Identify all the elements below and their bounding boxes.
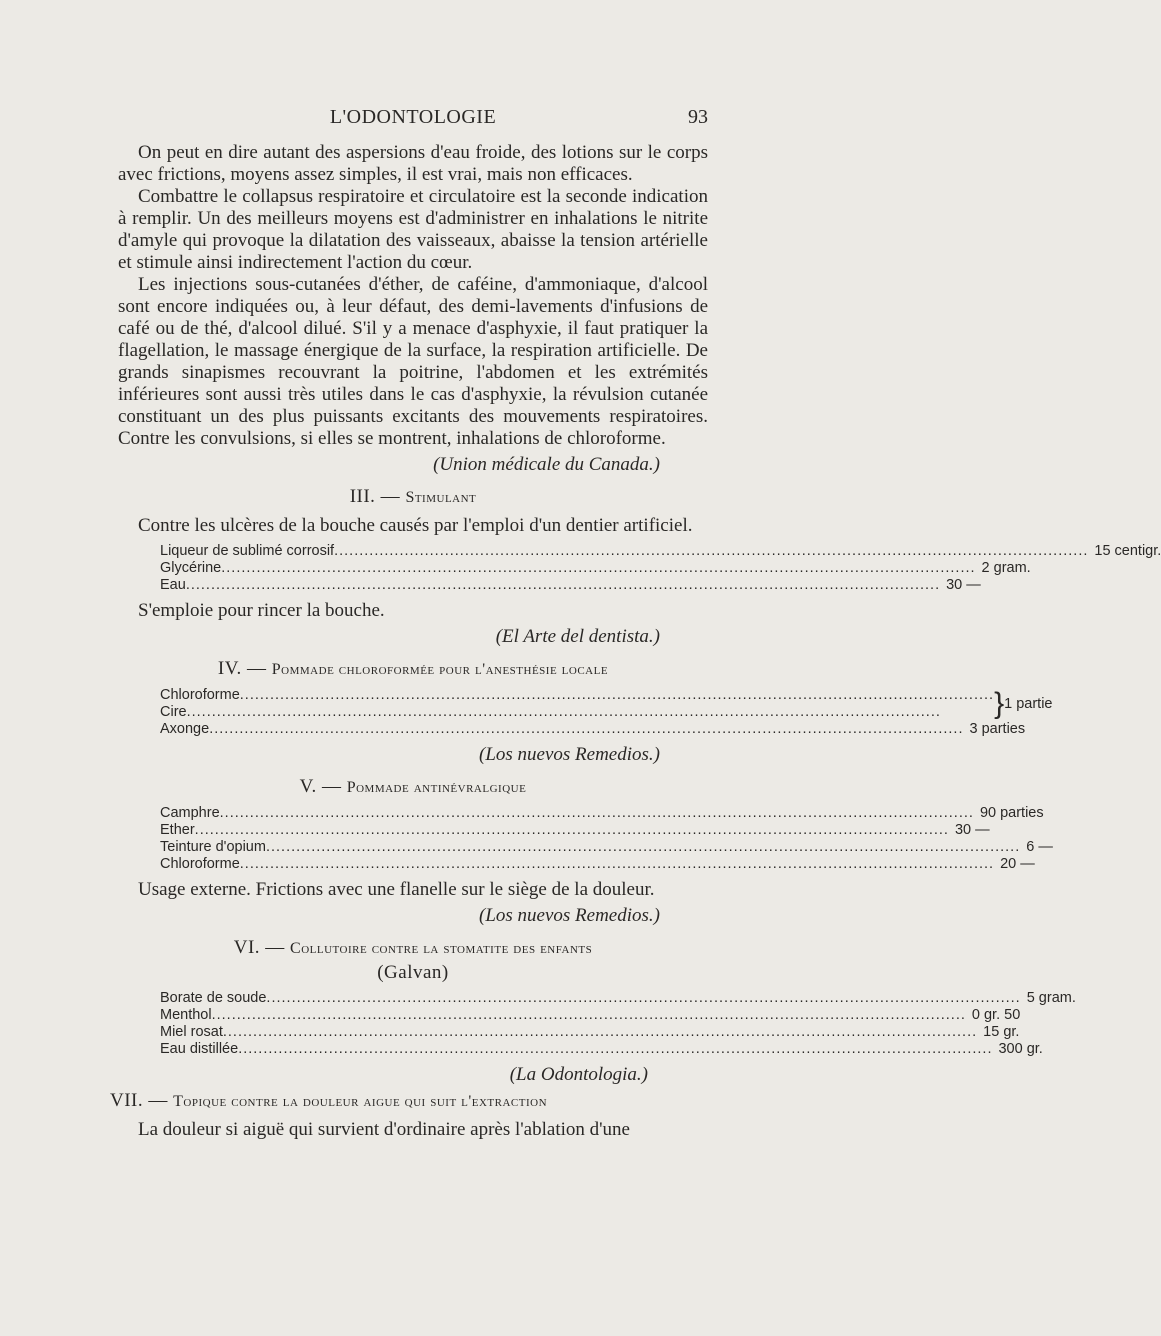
ingredient-name: Eau distillée xyxy=(160,1041,239,1057)
section-heading xyxy=(110,1090,708,1113)
braced-group xyxy=(160,687,1053,721)
section-number: VI. — xyxy=(233,937,285,958)
section-number: VII. — xyxy=(110,1090,168,1111)
ingredient-qty: 90 parties xyxy=(979,805,1044,821)
ingredient-name: Liqueur de sublimé corrosif xyxy=(160,543,335,559)
section-number: V. — xyxy=(299,776,342,797)
ingredient-qty: 30 — xyxy=(954,822,990,838)
page-body xyxy=(110,142,1161,1141)
ingredient-name: Camphre xyxy=(160,805,220,821)
section-title: Pommade antinévralgique xyxy=(346,779,527,796)
recipe-row xyxy=(160,805,1044,822)
brace-mark: } xyxy=(994,687,1005,720)
ingredient-qty: 5 gram. xyxy=(1026,990,1076,1006)
recipe-row xyxy=(160,1024,1020,1041)
section-title: Collutoire contre la stomatite des enfants xyxy=(290,940,593,957)
ingredient-name: Chloroforme xyxy=(160,856,240,872)
recipe-list xyxy=(160,990,1076,1058)
section-title: Stimulant xyxy=(405,489,477,506)
paragraph: Combattre le collapsus respiratoire et circulatoire est la seconde indication à remplir. Un des meilleurs moyens est d'administrer en inhalations le nitrite d'amyle qui provoque la dilatation des vaisseaux, abaisse la tension artérielle et stimule ainsi indirectement l'action du cœur. xyxy=(118,186,708,273)
recipe-row xyxy=(160,687,994,704)
recipe-row xyxy=(160,560,1031,577)
page-number: 93 xyxy=(688,106,708,128)
ingredient-name: Menthol xyxy=(160,1007,212,1023)
ingredient-name: Eau xyxy=(160,577,186,593)
recipe-list xyxy=(160,543,1161,594)
page-header xyxy=(118,106,708,134)
section-heading xyxy=(118,486,708,509)
paragraph: Les injections sous-cutanées d'éther, de caféine, d'ammoniaque, d'alcool sont encore indiquées ou, à leur défaut, des demi-lavements d'infusions de café ou de thé, d'alcool dilué. S'il y a menace d'asphyxie, il faut pratiquer la flagellation, le massage énergique de la surface, la respiration artificielle. De grands sinapismes recouvrant la poitrine, l'abdomen et les extrémités inférieures sont aussi très utiles dans le cas d'asphyxie, la révulsion cutanée constituant un des plus puissants excitants des mouvements respiratoires. Contre les convulsions, si elles se montrent, inhalations de chloroforme. xyxy=(118,274,708,449)
section-heading xyxy=(118,937,708,960)
recipe-row xyxy=(160,577,981,594)
ingredient-qty: 300 gr. xyxy=(998,1041,1043,1057)
source-credit: (El Arte del dentista.) xyxy=(495,626,660,647)
section-number: IV. — xyxy=(217,658,267,679)
recipe-row xyxy=(160,543,1161,560)
section-subtitle: (Galvan) xyxy=(377,962,449,983)
recipe-list xyxy=(160,805,1053,873)
section-heading xyxy=(118,658,708,681)
recipe-row xyxy=(160,1041,1043,1058)
running-title: L'ODONTOLOGIE xyxy=(329,106,497,128)
ingredient-qty: 3 parties xyxy=(969,721,1026,737)
ingredient-name: Borate de soude xyxy=(160,990,267,1006)
ingredient-qty: 6 — xyxy=(1026,839,1053,855)
ingredient-qty: 15 gr. xyxy=(983,1024,1020,1040)
ingredient-qty: 20 — xyxy=(1000,856,1035,872)
source-credit: (Los nuevos Remedios.) xyxy=(479,744,660,765)
paragraph: Usage externe. Frictions avec une flanelle sur le siège de la douleur. xyxy=(138,879,655,900)
ingredient-qty: 30 — xyxy=(946,577,981,593)
ingredient-name: Axonge xyxy=(160,721,210,737)
recipe-row xyxy=(160,856,1035,873)
paragraph: S'emploie pour rincer la bouche. xyxy=(138,600,385,621)
ingredient-name: Teinture d'opium xyxy=(160,839,266,855)
recipe-row xyxy=(160,822,990,839)
recipe-row xyxy=(160,704,994,721)
ingredient-name: Glycérine xyxy=(160,560,222,576)
ingredient-name: Miel rosat xyxy=(160,1024,223,1040)
source-credit: (La Odontologia.) xyxy=(509,1064,648,1085)
section-heading xyxy=(118,776,708,799)
source-credit: (Los nuevos Remedios.) xyxy=(479,905,660,926)
ingredient-qty: 2 gram. xyxy=(981,560,1031,576)
recipe-list xyxy=(160,687,1053,738)
source-credit: (Union médicale du Canada.) xyxy=(433,454,660,475)
recipe-row xyxy=(160,839,1053,856)
paragraph: On peut en dire autant des aspersions d'eau froide, des lotions sur le corps avec frictions, moyens assez simples, il est vrai, mais non efficaces. xyxy=(118,142,708,185)
ingredient-qty: 0 gr. 50 xyxy=(971,1007,1021,1023)
ingredient-name: Ether xyxy=(160,822,195,838)
recipe-row xyxy=(160,721,1026,738)
paragraph: Contre les ulcères de la bouche causés par l'emploi d'un dentier artificiel. xyxy=(138,515,693,536)
ingredient-qty: 1 partie xyxy=(1004,695,1053,712)
recipe-row xyxy=(160,1007,1021,1024)
section-title: Pommade chloroformée pour l'anesthésie locale xyxy=(271,661,609,678)
ingredient-qty: 15 centigr. xyxy=(1094,543,1161,559)
section-title: Topique contre la douleur aigue qui suit l'extraction xyxy=(173,1093,548,1110)
ingredient-name: Cire xyxy=(160,704,187,720)
recipe-row xyxy=(160,990,1076,1007)
paragraph: La douleur si aiguë qui survient d'ordinaire après l'ablation d'une xyxy=(138,1119,630,1140)
ingredient-name: Chloroforme xyxy=(160,687,240,703)
section-number: III. — xyxy=(349,486,401,507)
